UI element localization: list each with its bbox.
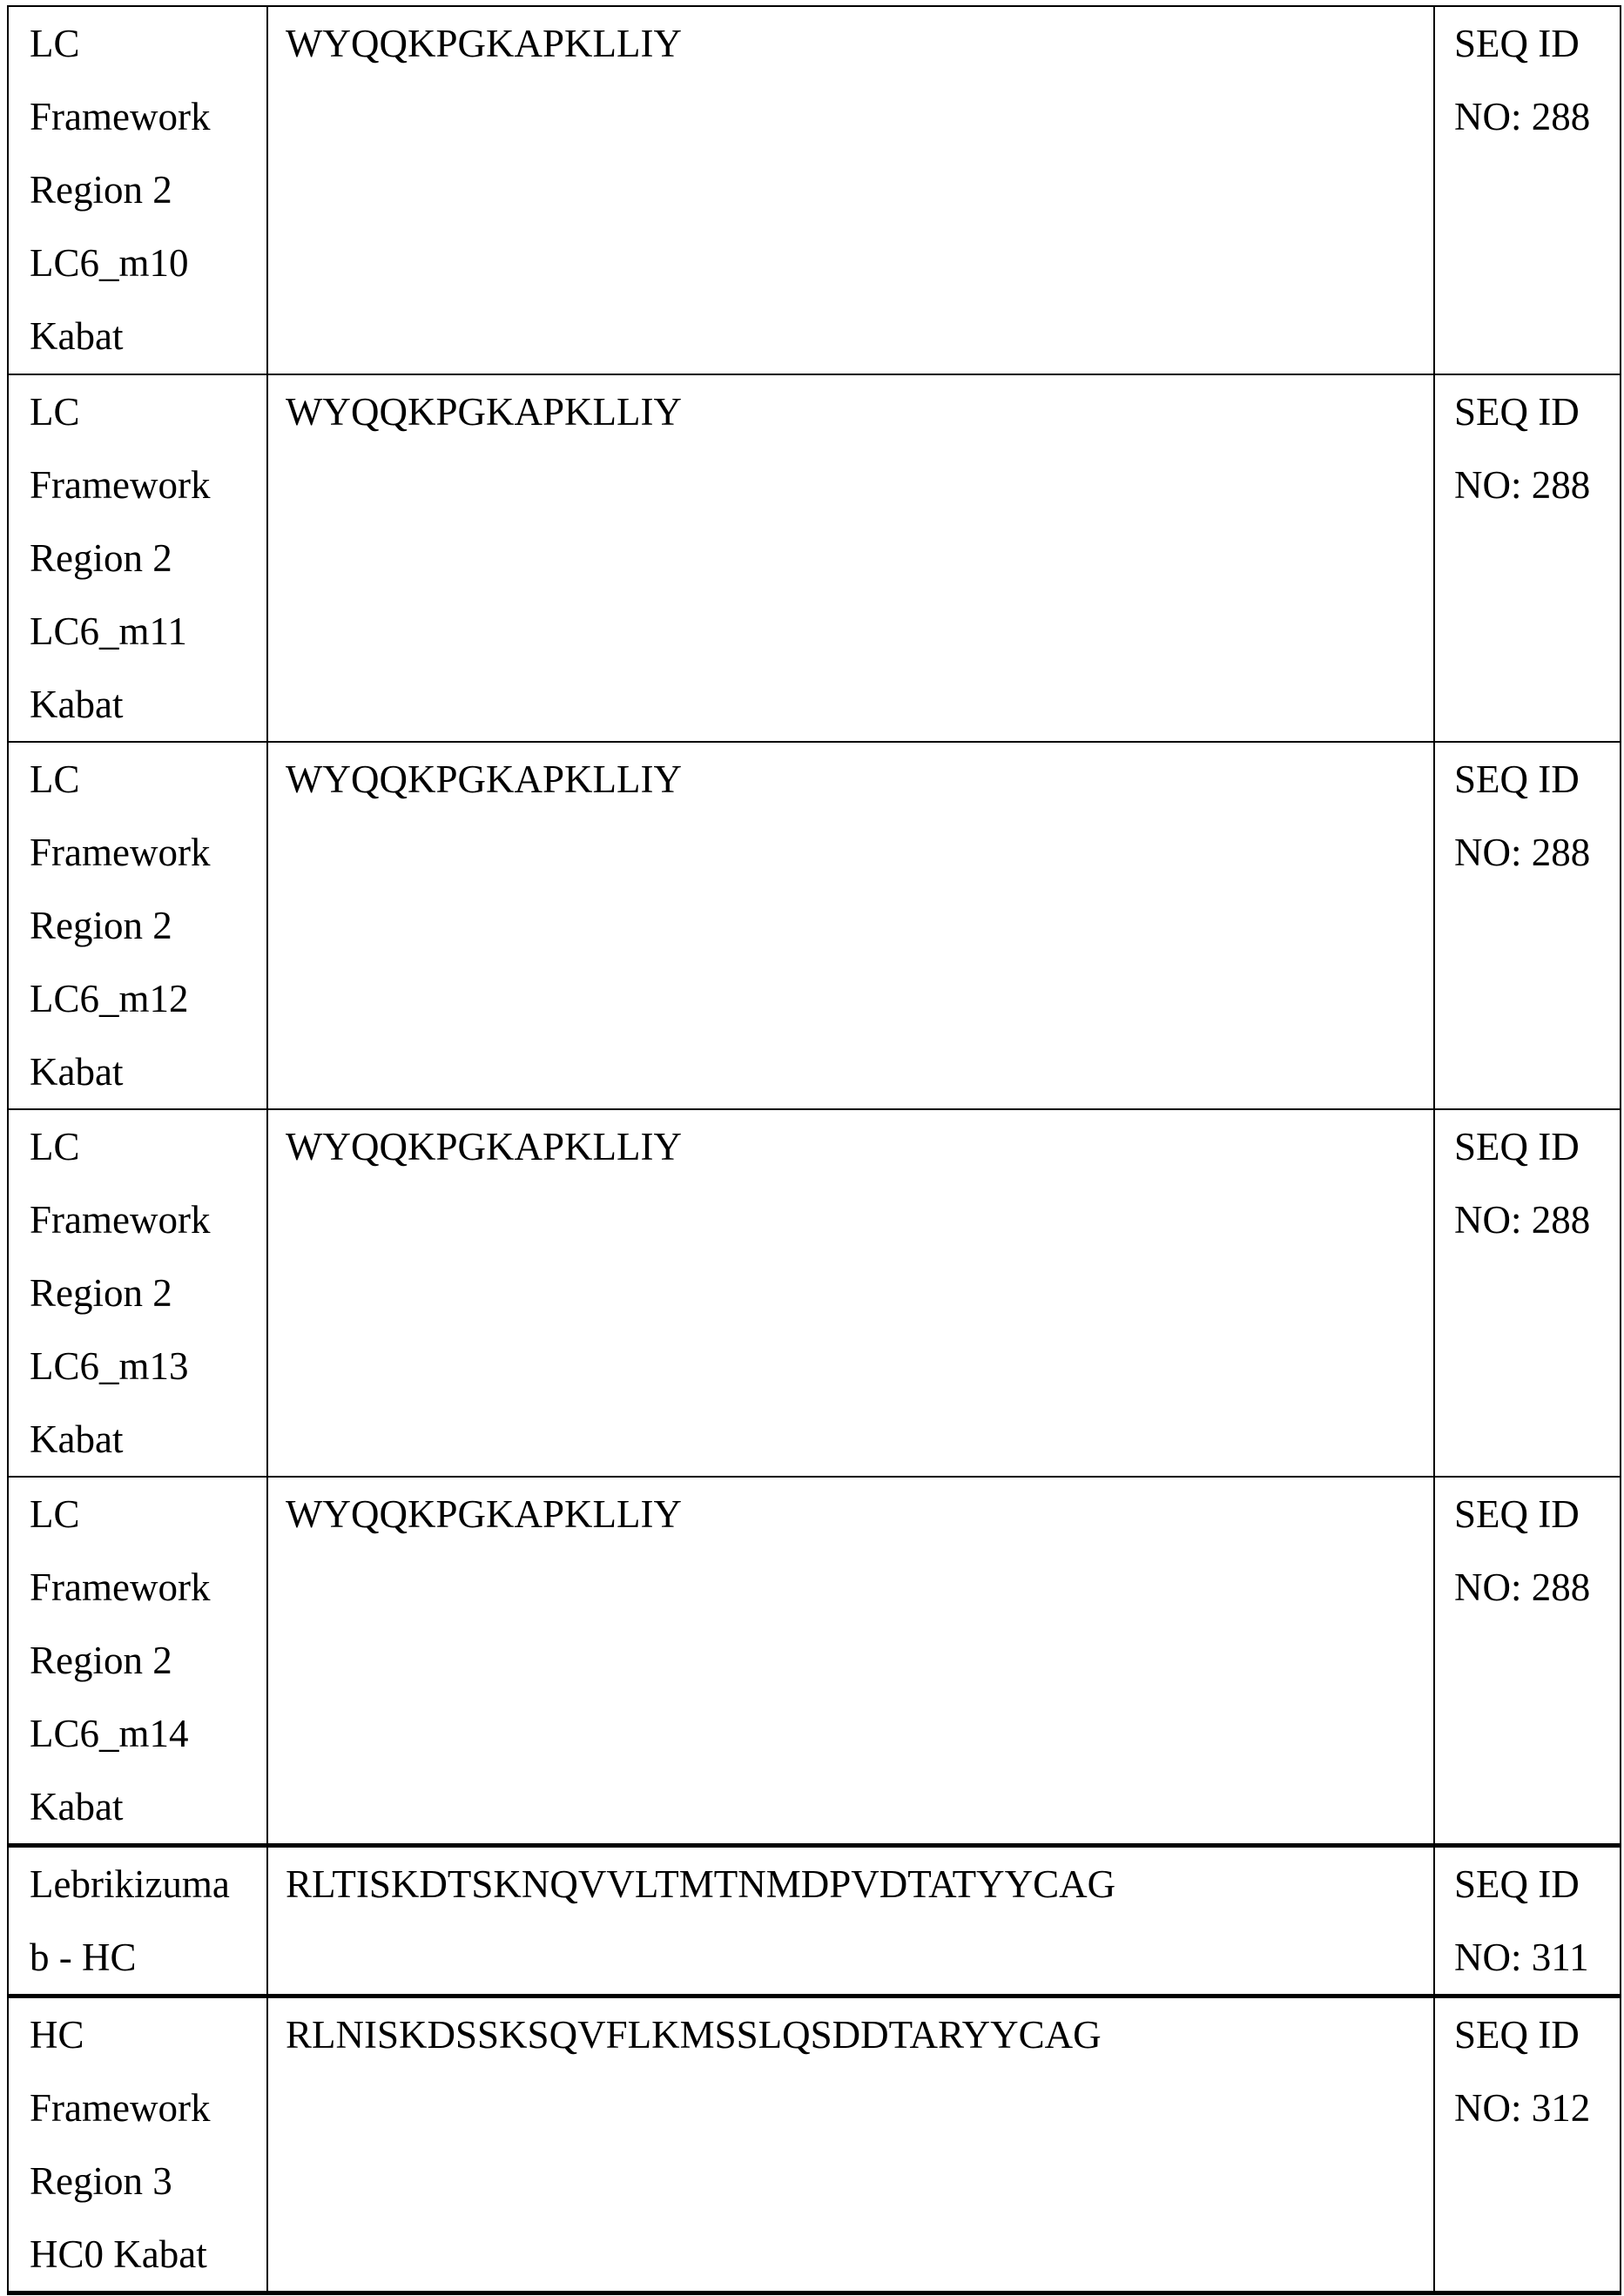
seq-id-line: SEQ ID	[1454, 743, 1611, 816]
seq-id-cell	[1434, 374, 1621, 742]
region-name-line: Region 2	[30, 889, 258, 962]
seq-id-cell	[1434, 1846, 1621, 1996]
region-name-line: Kabat	[30, 300, 258, 373]
table-row	[8, 1996, 1621, 2293]
seq-id-line: NO: 311	[1454, 1921, 1611, 1994]
region-name-line: LC	[30, 1478, 258, 1551]
region-name-line: Lebrikizuma	[30, 1848, 258, 1921]
region-name-cell	[8, 1996, 267, 2293]
seq-id-line: NO: 288	[1454, 80, 1611, 153]
region-name-line: LC6_m12	[30, 962, 258, 1035]
region-name-line: Framework	[30, 1551, 258, 1624]
seq-id-line: SEQ ID	[1454, 375, 1611, 448]
region-name-line: Region 2	[30, 522, 258, 595]
region-name-line: Framework	[30, 448, 258, 522]
region-name-line: Region 2	[30, 1256, 258, 1330]
sequence-cell: WYQQKPGKAPKLLIY	[267, 1477, 1434, 1846]
region-name-line: Region 2	[30, 1624, 258, 1697]
seq-id-line: NO: 288	[1454, 1183, 1611, 1256]
region-name-line: HC	[30, 1998, 258, 2071]
seq-id-line: SEQ ID	[1454, 1110, 1611, 1183]
table-row	[8, 742, 1621, 1109]
region-name-line: Framework	[30, 1183, 258, 1256]
region-name-cell	[8, 1846, 267, 1996]
seq-id-line: NO: 288	[1454, 816, 1611, 889]
region-name-cell	[8, 742, 267, 1109]
table-row	[8, 1109, 1621, 1477]
seq-id-line: SEQ ID	[1454, 1478, 1611, 1551]
region-name-line: Framework	[30, 80, 258, 153]
sequence-table	[7, 5, 1621, 2295]
seq-id-line: SEQ ID	[1454, 1998, 1611, 2071]
seq-id-cell	[1434, 742, 1621, 1109]
region-name-line: b - HC	[30, 1921, 258, 1994]
seq-id-line: NO: 288	[1454, 1551, 1611, 1624]
region-name-line: Region 3	[30, 2145, 258, 2218]
region-name-line: LC6_m10	[30, 226, 258, 300]
sequence-cell: WYQQKPGKAPKLLIY	[267, 374, 1434, 742]
region-name-line: LC6_m14	[30, 1697, 258, 1770]
sequence-cell: RLNISKDSSKSQVFLKMSSLQSDDTARYYCAG	[267, 1996, 1434, 2293]
region-name-line: LC6_m13	[30, 1330, 258, 1403]
seq-id-cell	[1434, 1477, 1621, 1846]
seq-id-line: NO: 312	[1454, 2071, 1611, 2145]
region-name-cell	[8, 6, 267, 374]
sequence-cell: WYQQKPGKAPKLLIY	[267, 6, 1434, 374]
region-name-line: Region 2	[30, 153, 258, 226]
sequence-table-body	[8, 6, 1621, 2293]
table-row	[8, 374, 1621, 742]
table-row	[8, 1846, 1621, 1996]
region-name-line: Framework	[30, 2071, 258, 2145]
region-name-cell	[8, 374, 267, 742]
table-row	[8, 1477, 1621, 1846]
seq-id-line: SEQ ID	[1454, 1848, 1611, 1921]
region-name-line: LC	[30, 7, 258, 80]
region-name-line: LC	[30, 1110, 258, 1183]
seq-id-line: SEQ ID	[1454, 7, 1611, 80]
sequence-cell: RLTISKDTSKNQVVLTMTNMDPVDTATYYCAG	[267, 1846, 1434, 1996]
region-name-line: LC6_m11	[30, 595, 258, 668]
region-name-line: Kabat	[30, 1403, 258, 1476]
region-name-line: LC	[30, 375, 258, 448]
sequence-cell: WYQQKPGKAPKLLIY	[267, 1109, 1434, 1477]
region-name-line: Kabat	[30, 668, 258, 741]
region-name-cell	[8, 1477, 267, 1846]
sequence-cell: WYQQKPGKAPKLLIY	[267, 742, 1434, 1109]
region-name-line: Kabat	[30, 1770, 258, 1843]
region-name-line: HC0 Kabat	[30, 2218, 258, 2291]
table-row	[8, 6, 1621, 374]
seq-id-cell	[1434, 1996, 1621, 2293]
seq-id-cell	[1434, 6, 1621, 374]
region-name-line: LC	[30, 743, 258, 816]
region-name-line: Framework	[30, 816, 258, 889]
seq-id-line: NO: 288	[1454, 448, 1611, 522]
region-name-cell	[8, 1109, 267, 1477]
seq-id-cell	[1434, 1109, 1621, 1477]
region-name-line: Kabat	[30, 1035, 258, 1108]
